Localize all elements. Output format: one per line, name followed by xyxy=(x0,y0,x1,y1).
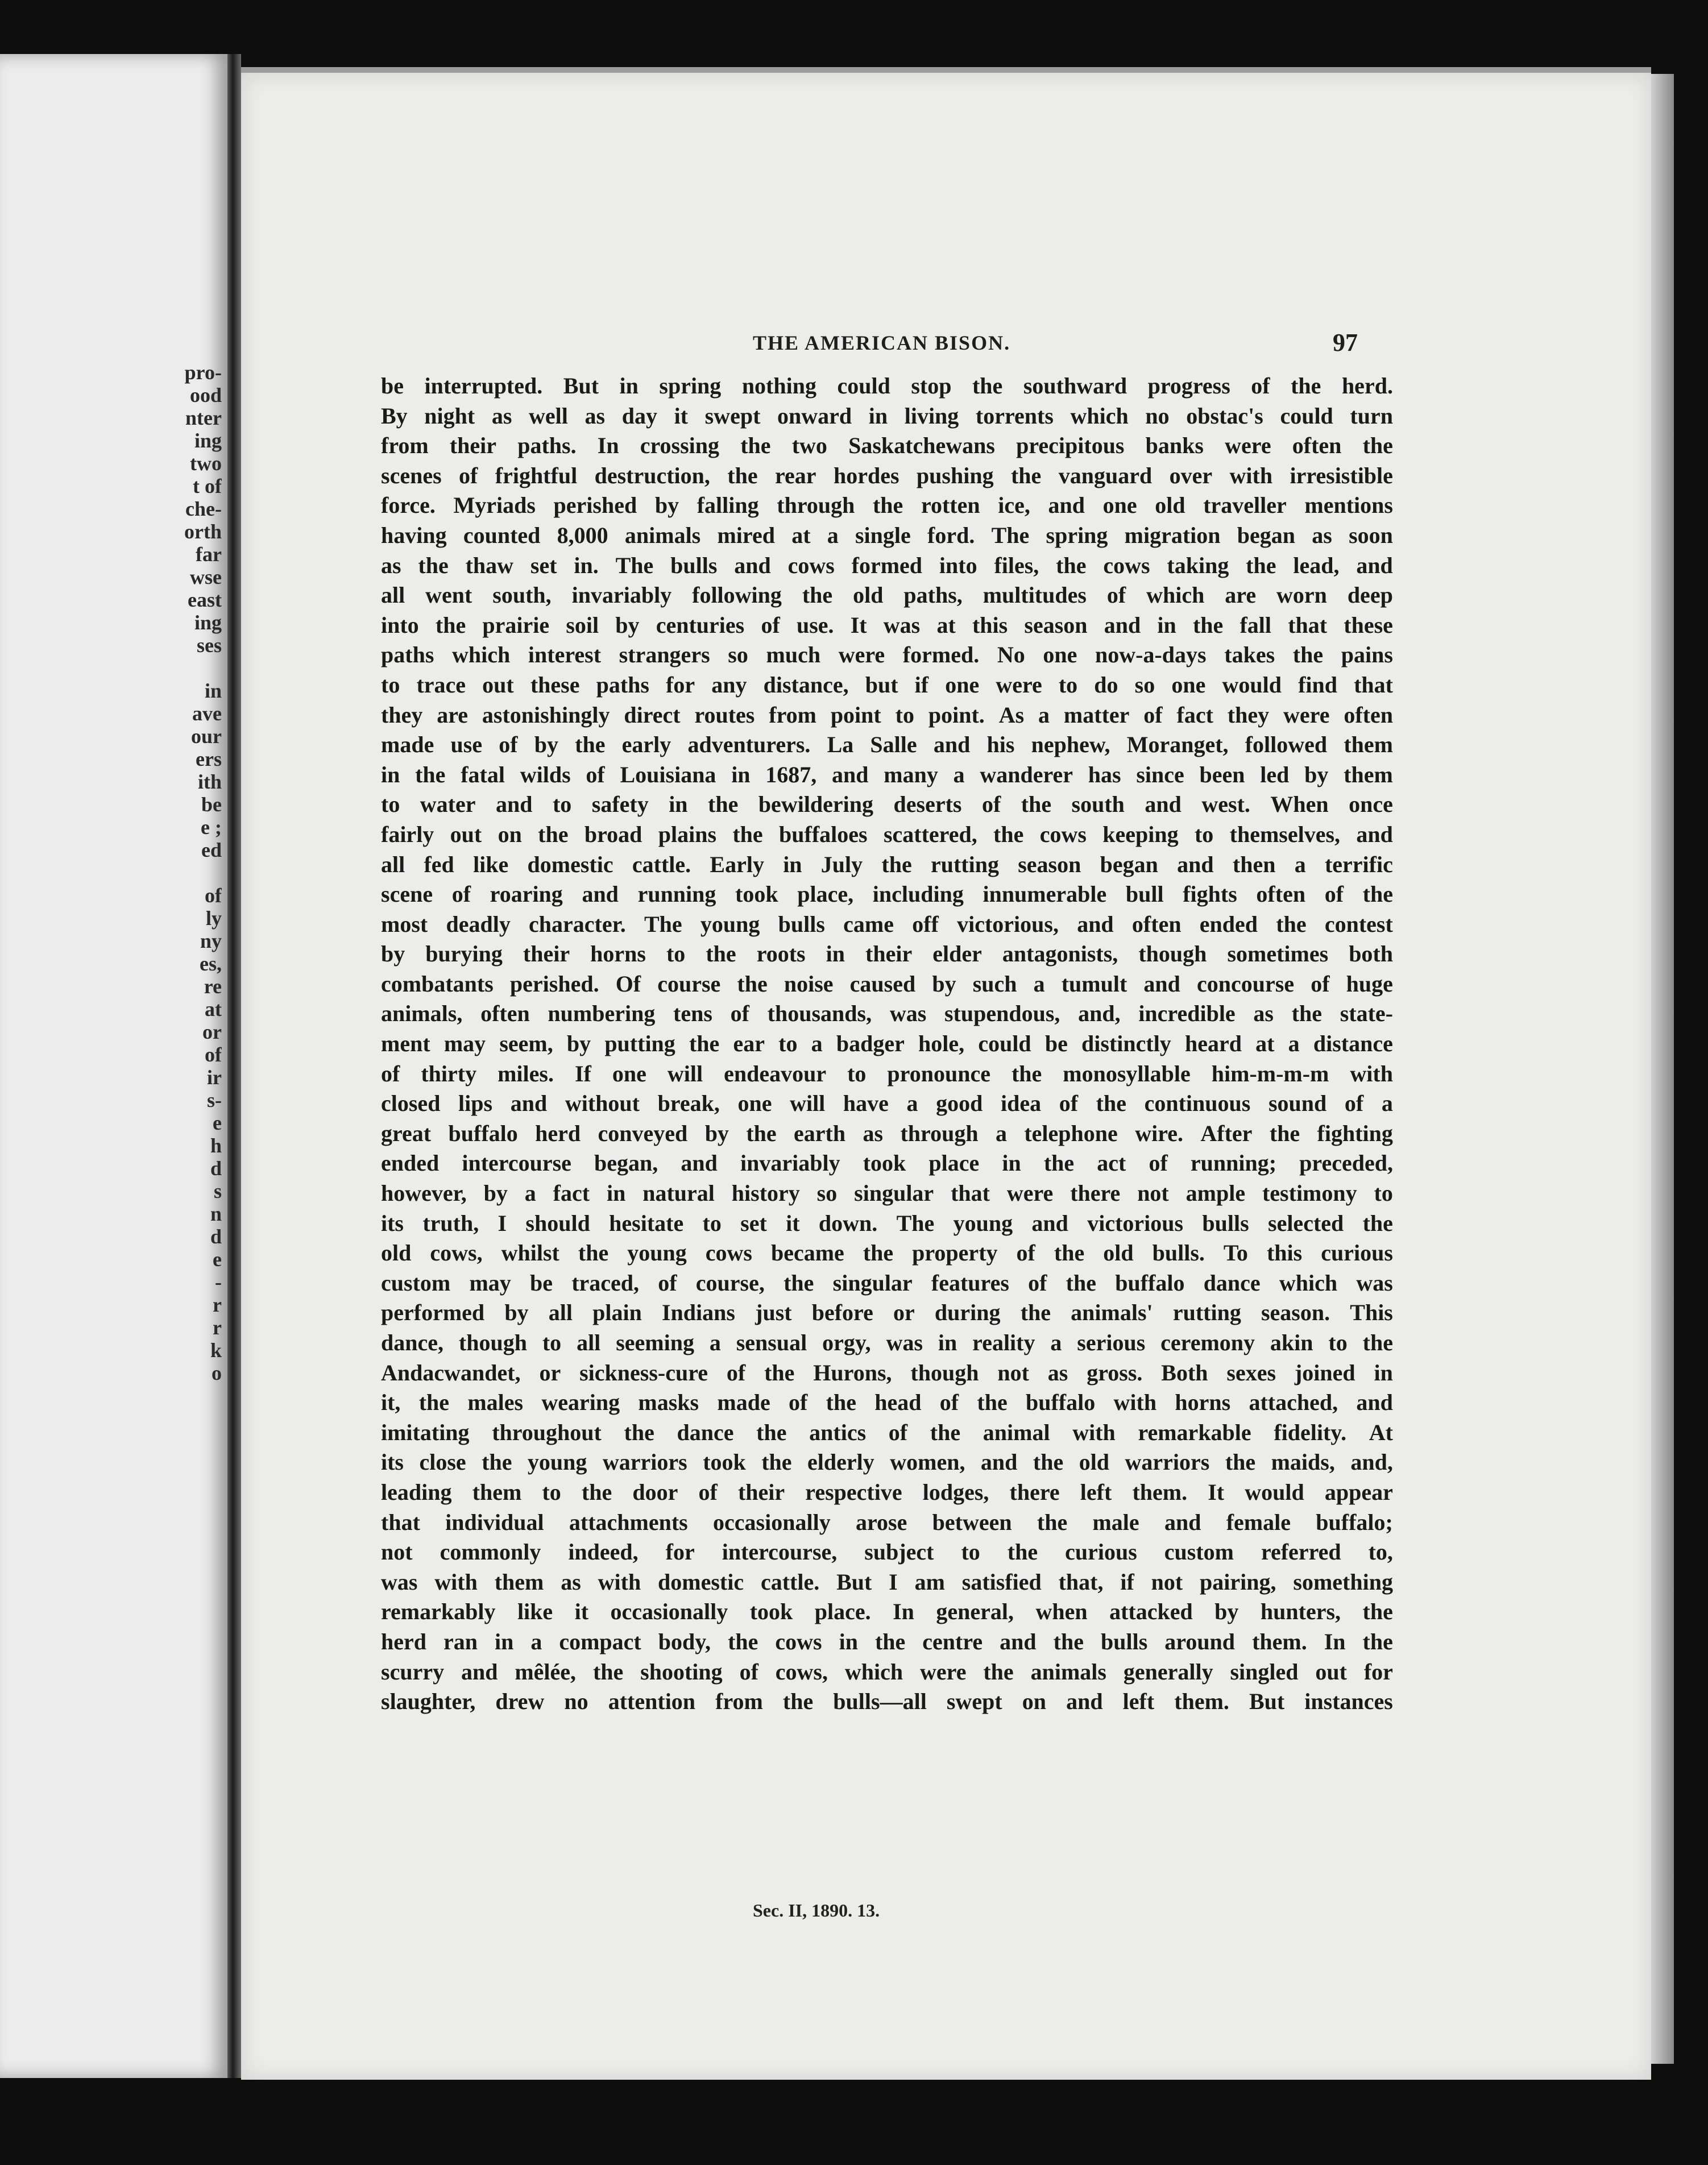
text-line: into the prairie soil by centuries of use. It was at this season and in the fall that these xyxy=(381,612,1393,638)
page-number: 97 xyxy=(1333,329,1358,356)
text-line: herd ran in a compact body, the cows in the centre and the bulls around them. In the xyxy=(381,1628,1393,1654)
facing-page-line: ing xyxy=(194,611,222,634)
facing-page-line: our xyxy=(191,725,222,748)
text-line: dance, though to all seeming a sensual orgy, was in reality a serious ceremony akin to the xyxy=(381,1330,1393,1355)
facing-page-line: ave xyxy=(192,702,222,725)
text-line: to water and to safety in the bewildering deserts of the south and west. When once xyxy=(381,791,1393,818)
facing-page-line: far xyxy=(196,543,222,566)
facing-page-line: ly xyxy=(205,907,222,930)
facing-page-line: k xyxy=(210,1339,222,1362)
facing-page-line: pro- xyxy=(184,361,222,384)
book-page xyxy=(241,67,1651,2080)
text-line: fairly out on the broad plains the buffaloes scattered, the cows keeping to themselves, and xyxy=(381,821,1393,847)
body-text xyxy=(381,371,1393,1717)
text-line: Andacwandet, or sickness-cure of the Hurons, though not as gross. Both sexes joined in xyxy=(381,1359,1393,1386)
facing-page-line: h xyxy=(210,1134,222,1157)
facing-page-line: in xyxy=(204,679,222,702)
text-line: made use of by the early adventurers. La Salle and his nephew, Moranget, followed them xyxy=(381,732,1393,758)
running-title: THE AMERICAN BISON. xyxy=(753,331,1011,354)
text-line: closed lips and without break, one will have a good idea of the continuous sound of a xyxy=(381,1090,1393,1117)
facing-page-line: ith xyxy=(197,770,222,793)
facing-page-line: es, xyxy=(200,952,222,975)
facing-page-line: be xyxy=(201,793,222,816)
page-edge xyxy=(1651,74,1674,2064)
text-line: to trace out these paths for any distance, but if one were to do so one would find that xyxy=(381,671,1393,698)
text-line: great buffalo herd conveyed by the earth as through a telephone wire. After the fighting xyxy=(381,1120,1393,1146)
text-line: as the thaw set in. The bulls and cows formed into files, the cows taking the lead, and xyxy=(381,552,1393,578)
text-line: from their paths. In crossing the two Saskatchewans precipitous banks were often the xyxy=(381,433,1393,459)
text-line: imitating throughout the dance the antics of the animal with remarkable fidelity. At xyxy=(381,1419,1393,1445)
facing-page-line: ers xyxy=(196,748,222,770)
facing-page-line: o xyxy=(212,1362,222,1384)
facing-page-line: nter xyxy=(185,407,222,429)
facing-page-line: of xyxy=(205,1043,222,1066)
text-line: ended intercourse began, and invariably took place in the act of running; preceded, xyxy=(381,1150,1393,1176)
text-line: its close the young warriors took the elderly women, and the old warriors the maids, and, xyxy=(381,1449,1393,1475)
text-line: scurry and mêlée, the shooting of cows, which were the animals generally singled out for xyxy=(381,1658,1393,1685)
book-gutter xyxy=(227,54,241,2078)
facing-page-line: ny xyxy=(200,930,222,952)
facing-page-line: e ; xyxy=(201,816,222,839)
facing-page-line: e xyxy=(213,1111,222,1134)
text-line: all fed like domestic cattle. Early in July the rutting season began and then a terrific xyxy=(381,851,1393,877)
text-line: custom may be traced, of course, the singular features of the buffalo dance which was xyxy=(381,1270,1393,1296)
text-line: scene of roaring and running took place, including innumerable bull fights often of the xyxy=(381,881,1393,907)
facing-page-line: r xyxy=(213,1293,222,1316)
facing-page-line: at xyxy=(205,998,222,1021)
facing-page-line: n xyxy=(210,1202,222,1225)
text-line: by burying their horns to the roots in their elder antagonists, though sometimes both xyxy=(381,941,1393,967)
facing-page-line: wse xyxy=(190,566,222,588)
facing-page-line: e xyxy=(213,1248,222,1271)
text-line: scenes of frightful destruction, the rear hordes pushing the vanguard over with irresistible xyxy=(381,462,1393,488)
text-line: animals, often numbering tens of thousands, was stupendous, and, incredible as the state- xyxy=(381,1001,1393,1027)
running-head xyxy=(241,326,1651,360)
text-line: old cows, whilst the young cows became the property of the old bulls. To this curious xyxy=(381,1240,1393,1266)
text-line: most deadly character. The young bulls came off victorious, and often ended the contest xyxy=(381,911,1393,937)
facing-page-line: - xyxy=(215,1271,222,1293)
facing-page-line: of xyxy=(205,884,222,907)
text-line: leading them to the door of their respective lodges, there left them. It would appear xyxy=(381,1479,1393,1505)
facing-page-line xyxy=(0,657,222,679)
text-line: combatants perished. Of course the noise caused by such a tumult and concourse of huge xyxy=(381,970,1393,997)
text-line: it, the males wearing masks made of the head of the buffalo with horns attached, and xyxy=(381,1390,1393,1416)
text-line: force. Myriads perished by falling through the rotten ice, and one old traveller mentions xyxy=(381,492,1393,519)
facing-page-line: s xyxy=(213,1180,222,1202)
text-line: performed by all plain Indians just before or during the animals' rutting season. This xyxy=(381,1300,1393,1326)
text-line: having counted 8,000 animals mired at a single ford. The spring migration began as soon xyxy=(381,522,1393,548)
facing-page-line: re xyxy=(204,975,222,998)
facing-page-line: che- xyxy=(185,497,222,520)
text-line: they are astonishingly direct routes from point to point. As a matter of fact they were often xyxy=(381,702,1393,728)
text-line: however, by a fact in natural history so singular that were there not ample testimony to xyxy=(381,1180,1393,1206)
signature-mark: Sec. II, 1890. 13. xyxy=(753,1900,880,1921)
text-line: ment may seem, by putting the ear to a badger hole, could be distinctly heard at a distance xyxy=(381,1031,1393,1057)
facing-page-line: ing xyxy=(194,429,222,452)
facing-page-line: or xyxy=(202,1021,222,1043)
facing-page-line: two xyxy=(190,452,222,475)
text-line: its truth, I should hesitate to set it down. The young and victorious bulls selected the xyxy=(381,1210,1393,1236)
facing-page-line: d xyxy=(210,1225,222,1248)
facing-page-line xyxy=(0,861,222,884)
text-line: remarkably like it occasionally took place. In general, when attacked by hunters, the xyxy=(381,1599,1393,1625)
facing-page-line: ood xyxy=(189,384,222,407)
facing-page-line: t of xyxy=(193,475,222,497)
facing-page-fragment xyxy=(0,54,227,2078)
text-line: be interrupted. But in spring nothing could stop the southward progress of the herd. xyxy=(381,373,1393,399)
facing-page-text xyxy=(0,361,222,1384)
facing-page-line: east xyxy=(188,588,222,611)
facing-page-line: orth xyxy=(184,520,222,543)
text-line: not commonly indeed, for intercourse, subject to the curious custom referred to, xyxy=(381,1539,1393,1565)
facing-page-line: ed xyxy=(201,839,222,861)
text-line: in the fatal wilds of Louisiana in 1687, and many a wanderer has since been led by them xyxy=(381,761,1393,787)
facing-page-line: s- xyxy=(207,1089,222,1111)
facing-page-line: ses xyxy=(197,634,222,657)
text-line: all went south, invariably following the old paths, multitudes of which are worn deep xyxy=(381,582,1393,608)
text-line: of thirty miles. If one will endeavour to pronounce the monosyllable him-m-m-m with xyxy=(381,1060,1393,1086)
facing-page-line: ir xyxy=(207,1066,222,1089)
text-line: paths which interest strangers so much were formed. No one now-a-days takes the pains xyxy=(381,642,1393,668)
facing-page-line: d xyxy=(210,1157,222,1180)
text-line: By night as well as day it swept onward in living torrents which no obstac's could turn xyxy=(381,403,1393,429)
text-line: that individual attachments occasionally arose between the male and female buffalo; xyxy=(381,1509,1393,1535)
text-line: was with them as with domestic cattle. But I am satisfied that, if not pairing, something xyxy=(381,1569,1393,1595)
text-line: slaughter, drew no attention from the bulls—all swept on and left them. But instances xyxy=(381,1689,1393,1715)
facing-page-line: r xyxy=(213,1316,222,1339)
